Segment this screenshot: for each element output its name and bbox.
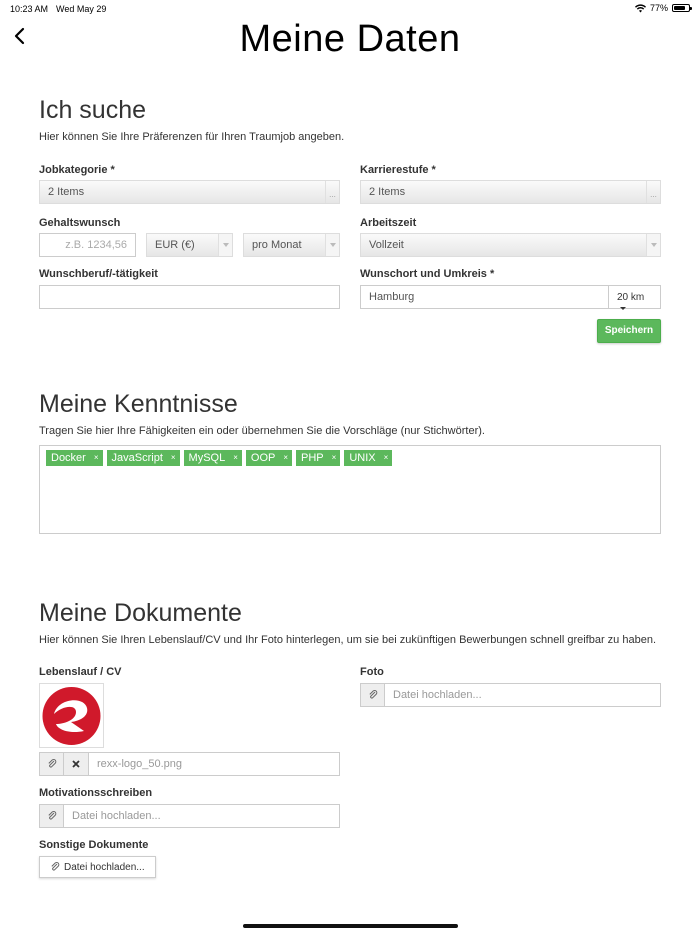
currency-select[interactable] xyxy=(146,233,233,257)
section-title-kenntnisse: Meine Kenntnisse xyxy=(39,390,238,418)
section-desc-suche: Hier können Sie Ihre Präferenzen für Ihren Traumjob angeben. xyxy=(39,131,345,143)
remove-tag-icon[interactable]: × xyxy=(93,453,99,462)
skill-tag[interactable] xyxy=(46,450,103,466)
battery-fill xyxy=(674,6,685,10)
skill-tag-label: OOP xyxy=(250,452,276,464)
gehalt-input[interactable]: z.B. 1234,56 xyxy=(39,233,136,257)
remove-tag-icon[interactable]: × xyxy=(331,453,337,462)
period-value: pro Monat xyxy=(252,239,302,251)
battery-icon xyxy=(672,4,690,12)
motivation-upload-field[interactable]: Datei hochladen... xyxy=(64,804,340,828)
skill-tag-label: PHP xyxy=(301,452,324,464)
skill-tag-label: Docker xyxy=(51,452,86,464)
period-select[interactable] xyxy=(243,233,340,257)
gehalt-label: Gehaltswunsch xyxy=(39,217,121,229)
remove-file-icon[interactable] xyxy=(64,752,89,776)
radius-value: 20 km xyxy=(617,292,645,303)
skill-tag[interactable] xyxy=(246,450,292,466)
upload-other-label: Datei hochladen... xyxy=(64,861,145,873)
cv-filename[interactable]: rexx-logo_50.png xyxy=(89,752,340,776)
more-icon: ... xyxy=(646,181,660,203)
skill-tag-label: JavaScript xyxy=(111,452,163,464)
wunschberuf-label: Wunschberuf/-tätigkeit xyxy=(39,268,158,280)
section-title-dokumente: Meine Dokumente xyxy=(39,599,242,627)
wifi-icon xyxy=(635,4,646,13)
paperclip-icon[interactable] xyxy=(39,804,64,828)
paperclip-icon[interactable] xyxy=(39,752,64,776)
status-date: Wed May 29 xyxy=(56,4,107,14)
jobkategorie-select[interactable] xyxy=(39,180,340,204)
arbeitszeit-label: Arbeitszeit xyxy=(360,217,417,229)
remove-tag-icon[interactable]: × xyxy=(170,453,176,462)
more-icon: ... xyxy=(325,181,339,203)
arbeitszeit-value: Vollzeit xyxy=(369,239,404,251)
foto-file-group xyxy=(360,683,661,707)
remove-tag-icon[interactable]: × xyxy=(283,453,289,462)
section-desc-kenntnisse: Tragen Sie hier Ihre Fähigkeiten ein oder übernehmen Sie die Vorschläge (nur Stichwörter). xyxy=(39,425,485,437)
motivation-label: Motivationsschreiben xyxy=(39,787,153,799)
currency-value: EUR (€) xyxy=(155,239,195,251)
wunschort-input[interactable]: Hamburg xyxy=(360,285,609,309)
skill-tag[interactable] xyxy=(107,450,180,466)
cv-file-group xyxy=(39,752,340,776)
page-title: Meine Daten xyxy=(239,18,461,60)
paperclip-icon[interactable] xyxy=(360,683,385,707)
skill-tag-label: UNIX xyxy=(349,452,376,464)
skill-tag[interactable] xyxy=(296,450,340,466)
rexx-logo-icon xyxy=(40,684,103,747)
status-time: 10:23 AM xyxy=(10,4,49,14)
karrierestufe-label: Karrierestufe * xyxy=(360,164,436,176)
caret-down-icon xyxy=(325,234,339,256)
wunschort-label: Wunschort und Umkreis * xyxy=(360,268,495,280)
home-indicator[interactable] xyxy=(243,924,458,928)
status-right xyxy=(635,3,690,13)
karrierestufe-select[interactable] xyxy=(360,180,661,204)
motivation-file-group xyxy=(39,804,340,828)
section-desc-dokumente: Hier können Sie Ihren Lebenslauf/CV und Ihr Foto hinterlegen, um sie bei zukünftigen Bewerbungen schnell greifbar zu haben. xyxy=(39,634,656,646)
upload-other-button[interactable] xyxy=(39,856,156,878)
karrierestufe-value: 2 Items xyxy=(369,186,406,198)
skill-tag[interactable] xyxy=(184,450,242,466)
cv-thumbnail xyxy=(39,683,104,748)
jobkategorie-value: 2 Items xyxy=(48,186,85,198)
jobkategorie-label: Jobkategorie * xyxy=(39,164,115,176)
caret-down-icon xyxy=(620,307,626,310)
caret-down-icon xyxy=(218,234,232,256)
remove-tag-icon[interactable]: × xyxy=(233,453,238,462)
remove-tag-icon[interactable]: × xyxy=(383,453,389,462)
radius-dropdown[interactable] xyxy=(609,285,661,309)
sonstige-label: Sonstige Dokumente xyxy=(39,839,149,851)
lebenslauf-label: Lebenslauf / CV xyxy=(39,666,122,678)
paperclip-icon xyxy=(50,862,60,872)
tag-list xyxy=(46,450,654,466)
save-button[interactable]: Speichern xyxy=(597,319,661,343)
caret-down-icon xyxy=(646,234,660,256)
status-bar xyxy=(0,0,700,18)
foto-label: Foto xyxy=(360,666,384,678)
skills-tag-input[interactable] xyxy=(39,445,661,534)
arbeitszeit-select[interactable] xyxy=(360,233,661,257)
section-title-suche: Ich suche xyxy=(39,96,147,124)
skill-tag-label: MySQL xyxy=(188,452,226,464)
skill-tag[interactable] xyxy=(344,450,392,466)
battery-percent: 77% xyxy=(649,3,668,13)
wunschberuf-input[interactable] xyxy=(39,285,340,309)
foto-upload-field[interactable]: Datei hochladen... xyxy=(385,683,661,707)
